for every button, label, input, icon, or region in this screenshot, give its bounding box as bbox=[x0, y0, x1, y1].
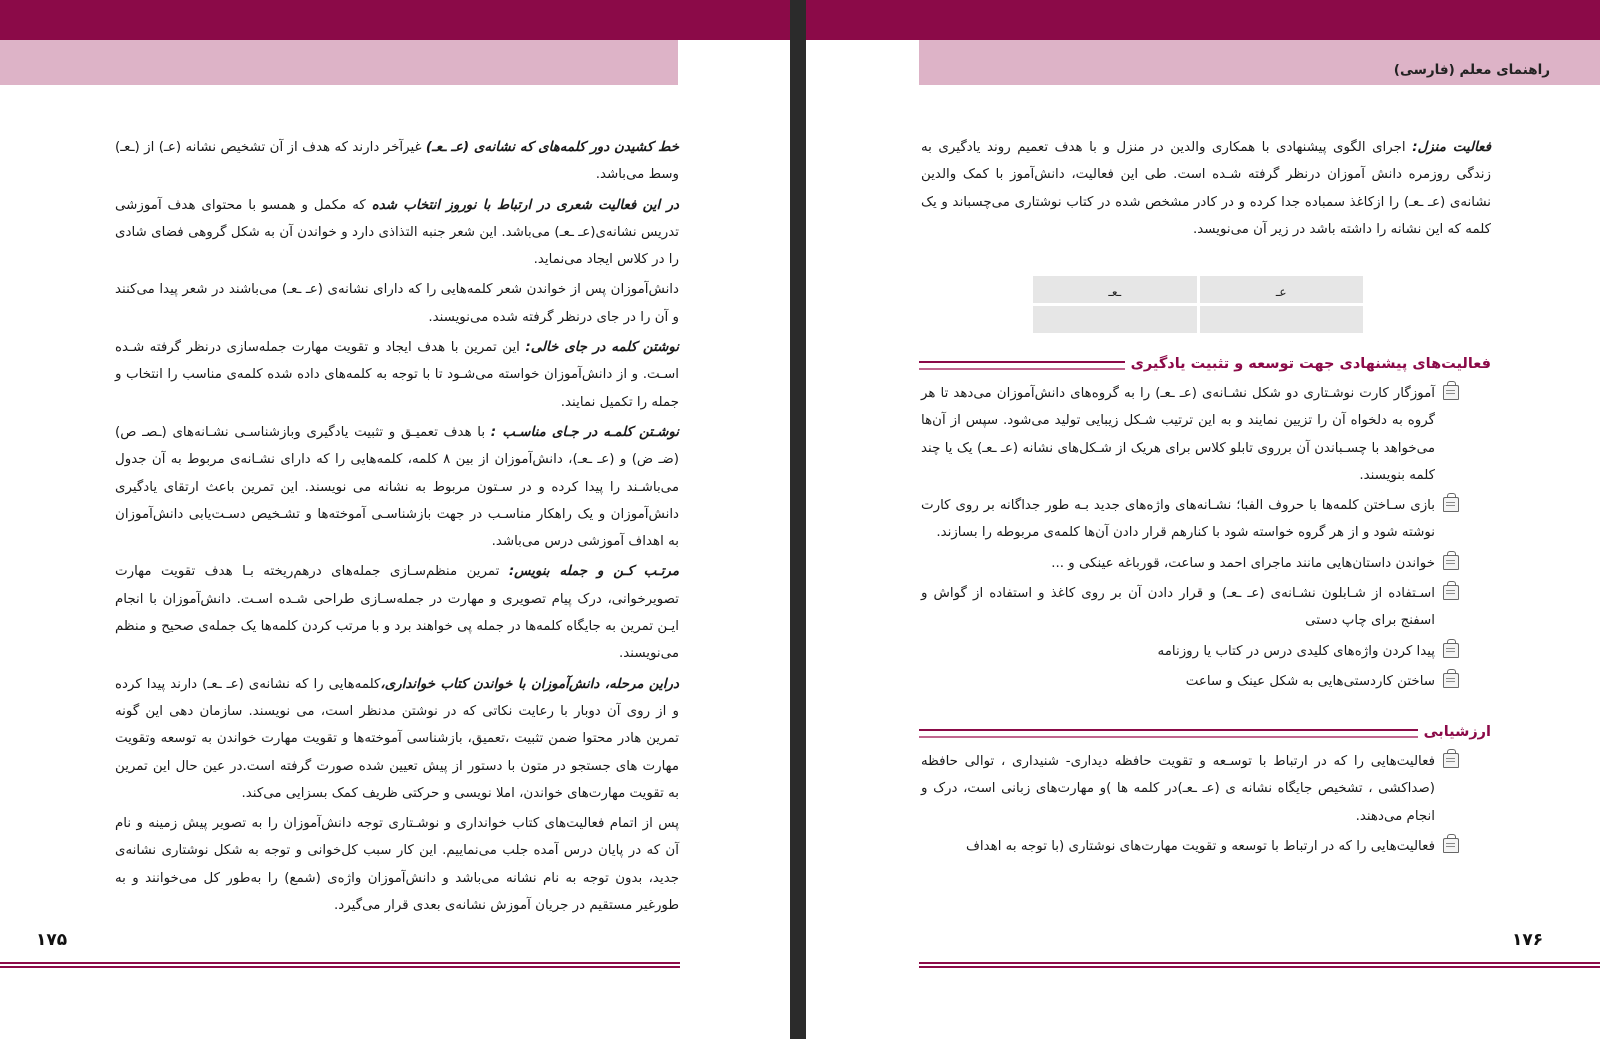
list-item-text: پیدا کردن واژه‌های کلیدی درس در کتاب یا روزنامه bbox=[1157, 643, 1435, 659]
footer-rule-left bbox=[0, 962, 680, 968]
running-head: راهنمای معلم (فارسی) bbox=[1393, 62, 1550, 78]
list-item-text: فعالیت‌هایی را که در ارتباط با توسعه و تقویت مهارت‌های نوشتاری (با توجه به اهداف bbox=[966, 838, 1435, 854]
book-bullet-icon bbox=[1443, 753, 1459, 768]
list-item bbox=[921, 833, 1461, 860]
book-bullet-icon bbox=[1443, 555, 1459, 570]
header-band-dark bbox=[0, 0, 790, 40]
section-title: فعالیت‌های پیشنهادی جهت توسعه و تثبیت یادگیری bbox=[1130, 356, 1491, 372]
paragraph-lead: دراین مرحله، دانش‌آموزان با خواندن کتاب خوانداری، bbox=[380, 676, 679, 692]
list-item bbox=[921, 580, 1461, 635]
paragraph-text: با هدف تعمیـق و تثبیت یادگیری وبازشناسـی نشـانه‌های (ـصـ ص) (ضـ ض) و (عـ ـعـ)، دانش‌آموزان از بین ۸ کلمه، کلمه‌هایی را که دارای نشـانه‌ی مربوط به آن جدول می‌باشـند را پیدا کرده و در سـتون مربوط به نشانه می نویسند. این تمرین باعث ارتقای یادگیری دانش‌آموزان و یک راهکار مناسـب در جهت بازشناسـی آموخته‌ها و تشـخیص دسـت‌یابی دانش‌آموزان به اهداف آموزشی درس می‌باشد. bbox=[115, 424, 679, 550]
list-item-text: ساختن کاردستی‌هایی به شکل عینک و ساعت bbox=[1185, 673, 1435, 689]
activities-list bbox=[921, 380, 1461, 698]
paragraph bbox=[115, 671, 679, 807]
paragraph-text: این تمرین با هدف ایجاد و تقویت مهارت جمله‌سازی درنظر گرفته شـده اسـت. و از دانش‌آموزان خواسته می‌شـود تا با توجه به کلمه‌های داده شده کلمه‌ی مناسب را انتخاب و جمله را تکمیل نمایند. bbox=[115, 340, 679, 410]
table-header-cell: عـ bbox=[1200, 276, 1364, 303]
page-number-left: ۱۷۵ bbox=[36, 930, 68, 950]
list-item bbox=[921, 638, 1461, 665]
header-band-light bbox=[0, 40, 678, 85]
paragraph-lead: نوشـتن کلمـه در جـای مناسـب : bbox=[490, 424, 679, 440]
book-bullet-icon bbox=[1443, 643, 1459, 658]
paragraph bbox=[115, 810, 679, 919]
right-page bbox=[806, 0, 1600, 1039]
paragraph bbox=[115, 276, 679, 331]
paragraph bbox=[115, 334, 679, 416]
header-band-dark bbox=[806, 0, 1600, 40]
table-cell bbox=[1033, 306, 1197, 333]
home-activity-paragraph bbox=[921, 134, 1491, 243]
list-item bbox=[921, 748, 1461, 830]
paragraph-lead: فعالیت منزل: bbox=[1412, 140, 1492, 155]
list-item bbox=[921, 668, 1461, 695]
section-heading-assessment bbox=[919, 720, 1491, 744]
list-item-text: آموزگار کارت نوشـتاری دو شکل نشـانه‌ی (عـ ـعـ) را به گروه‌های دانش‌آموزان می‌دهد تا هر گروه به دلخواه آن را تزیین نمایند و به این ترتیب شـکل زیبایی تولید می‌شود. سپس از آن‌ها می‌خواهد با چسـباندن آن برروی تابلو کلاس برای هریک از شـکل‌های نشانه (عـ ـعـ) یک یا چند کلمه بنویسند. bbox=[921, 386, 1435, 483]
book-bullet-icon bbox=[1443, 838, 1459, 853]
list-item-text: اسـتفاده از شـابلون نشـانه‌ی (عـ ـعـ) و قرار دادن آن بر روی کاغذ و استفاده از گواش و اسفنج برای چاپ دستی bbox=[921, 586, 1435, 629]
section-rule bbox=[919, 729, 1418, 738]
paragraph bbox=[115, 192, 679, 274]
paragraph bbox=[115, 558, 679, 667]
section-heading-activities bbox=[919, 352, 1491, 376]
section-rule bbox=[919, 361, 1125, 370]
paragraph-text: اجرای الگوی پیشنهادی با همکاری والدین در منزل و با هدف تعمیم روند یادگیری به زندگی روزمره دانش آموزان درنظر گرفته شـده است. طی این فعالیت، دانش‌آموز با کمک والدین نشانه‌ی (عـ ـعـ) را ازکاغذ سمباده جدا کرده و در کادر مشخص شده در کتاب نوشتاری می‌چسباند و یک کلمه که این نشانه را داشته باشد در زیر آن می‌نویسد. bbox=[921, 140, 1491, 237]
left-page bbox=[0, 0, 790, 1039]
list-item-text: فعالیت‌هایی را که در ارتباط با توسـعه و تقویت حافظه دیداری- شنیداری ، توالی حافظه (صداکشی ، تشخیص جایگاه نشانه ی (عـ ـعـ)در کلمه ها )و مهارت‌های زبانی است، درک و انجام می‌دهند. bbox=[921, 754, 1435, 824]
sign-table bbox=[1033, 276, 1363, 333]
book-bullet-icon bbox=[1443, 497, 1459, 512]
paragraph-text: غیرآخر دارند که هدف از آن تشخیص نشانه (عـ) از (ـعـ) وسط می‌باشد. bbox=[115, 140, 679, 183]
book-bullet-icon bbox=[1443, 673, 1459, 688]
list-item bbox=[921, 492, 1461, 547]
paragraph-text: دانش‌آموزان پس از خواندن شعر کلمه‌هایی را که دارای نشانه‌ی (عـ ـعـ) می‌باشند در شعر پیدا می‌کنند و آن را در جای درنظر گرفته شده می‌نویسند. bbox=[115, 282, 679, 325]
list-item-text: بازی سـاختن کلمه‌ها با حروف الفبا؛ نشـانه‌های واژه‌های جدید بـه طور جداگانه بر روی کارت نوشته شود و از هر گروه خواسته شود با کنارهم قرار دادن آن‌ها کلمه‌ی مربوطه را بسازند. bbox=[921, 498, 1435, 541]
page-number-right: ۱۷۶ bbox=[1512, 930, 1544, 950]
book-bullet-icon bbox=[1443, 585, 1459, 600]
footer-rule-right bbox=[919, 962, 1600, 968]
paragraph-lead: در این فعالیت شعری در ارتباط با نوروز انتخاب شده bbox=[371, 197, 679, 213]
paragraph-lead: خط کشیدن دور کلمه‌های که نشانه‌ی (عـ ـعـ) bbox=[425, 140, 679, 155]
book-bullet-icon bbox=[1443, 385, 1459, 400]
section-title: ارزشیابی bbox=[1423, 724, 1491, 740]
paragraph-lead: مرتـب کـن و جمله بنویس: bbox=[508, 564, 679, 580]
paragraph bbox=[115, 419, 679, 555]
paragraph bbox=[115, 134, 679, 189]
paragraph-text: پس از اتمام فعالیت‌های کتاب خوانداری و نوشـتاری توجه دانش‌آموزان را به تصویر پیش زمینه و نام آن که در پایان درس آمده جلب می‌نماییم. این کار سبب کل‌خوانی و توجه به شکل نوشتاری نشانه‌ی جدید، بدون توجه به نام نشانه می‌باشد و دانش‌آموزان واژه‌ی (شمع) را به‌طور کل می‌خوانند و به طورغیر مستقیم در جریان آموزش نشانه‌ی بعدی قرار می‌گیرد. bbox=[115, 816, 679, 914]
paragraph-lead: نوشتن کلمه در جای خالی: bbox=[525, 340, 679, 356]
list-item-text: خواندن داستان‌هایی مانند ماجرای احمد و ساعت، قورباغه عینکی و ... bbox=[1051, 555, 1435, 571]
list-item bbox=[921, 550, 1461, 577]
paragraph-text: تمرین منظم‌سـازی جمله‌های درهم‌ریخته بـا هدف تقویت مهارت تصویرخوانی، درک پیام تصویری و مهارت در جمله‌سـازی طراحی شـده اسـت. دانش‌آموزان با انجام ایـن تمرین به جایگاه کلمه‌ها در جمله پی خواهند برد و با مرتب کردن کلمه‌ها یک جمله‌ی صحیح و منظم می‌نویسند. bbox=[115, 564, 679, 662]
left-body-text bbox=[115, 134, 679, 922]
paragraph-text: که مکمل و همسو با محتوای هدف آموزشی تدریس نشانه‌ی(عـ ـعـ) می‌باشد. این شعر جنبه التذاذی دارد و خواندن آن به شکل گروهی فضای شادی را در کلاس ایجاد می‌نماید. bbox=[115, 197, 679, 268]
assessment-list bbox=[921, 748, 1461, 863]
paragraph-text: کلمه‌هایی را که نشانه‌ی (عـ ـعـ) دارند پیدا کرده و از روی آن دوبار با رعایت نکاتی که در نوشتن مدنظر است، می نویسند. سازمان دهی این گونه تمرین هادر محتوا ضمن تثبیت ،تعمیق، بازشناسی آموخته‌ها و تقویت مهارت خواندن به توسعه وتقویت مهارت های جستجو در متون با دستور از پیش تعیین شده صورت گرفته است.در عین حال این تمرین به تقویت مهارت‌های خواندن، املا نویسی و حرکتی ظریف کمک بسزایی می‌کند. bbox=[115, 676, 679, 801]
book-gutter bbox=[790, 0, 806, 1039]
list-item bbox=[921, 380, 1461, 489]
table-header-cell: ـعـ bbox=[1033, 276, 1197, 303]
table-cell bbox=[1200, 306, 1364, 333]
